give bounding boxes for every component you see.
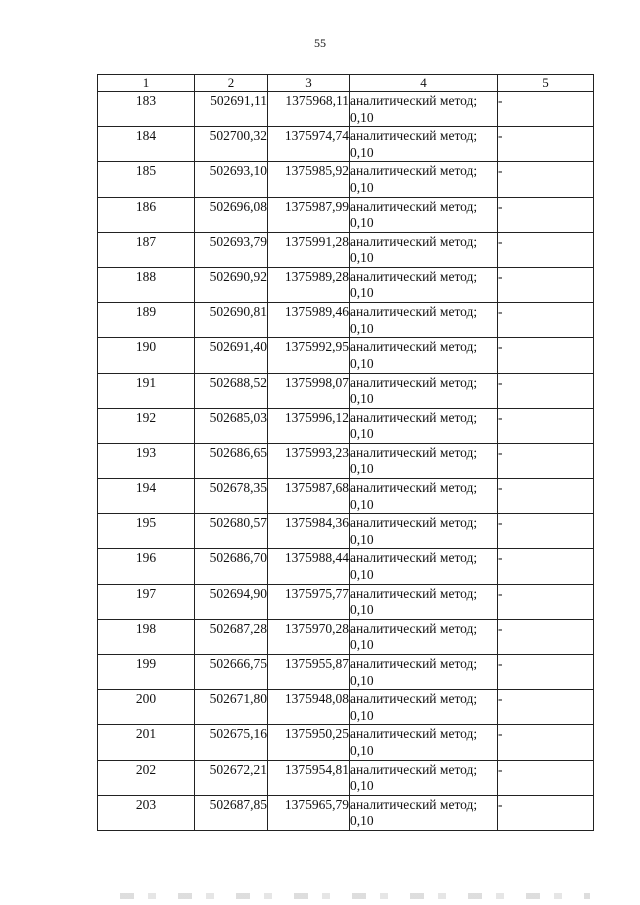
table-row xyxy=(98,197,594,232)
note-cell: - xyxy=(498,197,594,232)
x-coordinate-cell: 502680,57 xyxy=(195,514,268,549)
note-cell: - xyxy=(498,267,594,302)
method-cell: аналитический метод; 0,10 xyxy=(350,549,498,584)
method-cell: аналитический метод; 0,10 xyxy=(350,408,498,443)
table-row xyxy=(98,232,594,267)
method-cell: аналитический метод; 0,10 xyxy=(350,338,498,373)
method-cell: аналитический метод; 0,10 xyxy=(350,267,498,302)
note-cell: - xyxy=(498,232,594,267)
method-cell: аналитический метод; 0,10 xyxy=(350,479,498,514)
y-coordinate-cell: 1375985,92 xyxy=(268,162,350,197)
table-body xyxy=(98,92,594,831)
note-cell: - xyxy=(498,373,594,408)
table-row xyxy=(98,725,594,760)
point-number-cell: 197 xyxy=(98,584,195,619)
table-row xyxy=(98,479,594,514)
method-cell: аналитический метод; 0,10 xyxy=(350,795,498,830)
point-number-cell: 184 xyxy=(98,127,195,162)
y-coordinate-cell: 1375948,08 xyxy=(268,690,350,725)
x-coordinate-cell: 502691,11 xyxy=(195,92,268,127)
method-cell: аналитический метод; 0,10 xyxy=(350,92,498,127)
y-coordinate-cell: 1375984,36 xyxy=(268,514,350,549)
note-cell: - xyxy=(498,92,594,127)
table-row xyxy=(98,303,594,338)
y-coordinate-cell: 1375988,44 xyxy=(268,549,350,584)
y-coordinate-cell: 1375987,99 xyxy=(268,197,350,232)
method-cell: аналитический метод; 0,10 xyxy=(350,760,498,795)
x-coordinate-cell: 502693,10 xyxy=(195,162,268,197)
note-cell: - xyxy=(498,655,594,690)
y-coordinate-cell: 1375968,11 xyxy=(268,92,350,127)
point-number-cell: 191 xyxy=(98,373,195,408)
note-cell: - xyxy=(498,479,594,514)
scan-artifact xyxy=(120,893,590,899)
table-row xyxy=(98,514,594,549)
method-cell: аналитический метод; 0,10 xyxy=(350,690,498,725)
x-coordinate-cell: 502666,75 xyxy=(195,655,268,690)
note-cell: - xyxy=(498,127,594,162)
note-cell: - xyxy=(498,795,594,830)
y-coordinate-cell: 1375975,77 xyxy=(268,584,350,619)
column-header-3: 3 xyxy=(268,75,350,92)
point-number-cell: 201 xyxy=(98,725,195,760)
table-row xyxy=(98,549,594,584)
table-row xyxy=(98,373,594,408)
x-coordinate-cell: 502675,16 xyxy=(195,725,268,760)
point-number-cell: 203 xyxy=(98,795,195,830)
table-row xyxy=(98,655,594,690)
method-cell: аналитический метод; 0,10 xyxy=(350,619,498,654)
y-coordinate-cell: 1375954,81 xyxy=(268,760,350,795)
x-coordinate-cell: 502671,80 xyxy=(195,690,268,725)
point-number-cell: 194 xyxy=(98,479,195,514)
table-row xyxy=(98,127,594,162)
point-number-cell: 189 xyxy=(98,303,195,338)
x-coordinate-cell: 502687,28 xyxy=(195,619,268,654)
method-cell: аналитический метод; 0,10 xyxy=(350,725,498,760)
x-coordinate-cell: 502686,70 xyxy=(195,549,268,584)
point-number-cell: 193 xyxy=(98,443,195,478)
point-number-cell: 186 xyxy=(98,197,195,232)
method-cell: аналитический метод; 0,10 xyxy=(350,373,498,408)
x-coordinate-cell: 502694,90 xyxy=(195,584,268,619)
point-number-cell: 195 xyxy=(98,514,195,549)
y-coordinate-cell: 1375991,28 xyxy=(268,232,350,267)
x-coordinate-cell: 502691,40 xyxy=(195,338,268,373)
note-cell: - xyxy=(498,408,594,443)
x-coordinate-cell: 502672,21 xyxy=(195,760,268,795)
table-row xyxy=(98,267,594,302)
note-cell: - xyxy=(498,725,594,760)
method-cell: аналитический метод; 0,10 xyxy=(350,443,498,478)
x-coordinate-cell: 502690,81 xyxy=(195,303,268,338)
table-row xyxy=(98,690,594,725)
x-coordinate-cell: 502685,03 xyxy=(195,408,268,443)
method-cell: аналитический метод; 0,10 xyxy=(350,655,498,690)
point-number-cell: 187 xyxy=(98,232,195,267)
point-number-cell: 199 xyxy=(98,655,195,690)
table-row xyxy=(98,795,594,830)
method-cell: аналитический метод; 0,10 xyxy=(350,162,498,197)
note-cell: - xyxy=(498,514,594,549)
table-row xyxy=(98,443,594,478)
method-cell: аналитический метод; 0,10 xyxy=(350,584,498,619)
note-cell: - xyxy=(498,303,594,338)
column-header-4: 4 xyxy=(350,75,498,92)
point-number-cell: 185 xyxy=(98,162,195,197)
point-number-cell: 198 xyxy=(98,619,195,654)
method-cell: аналитический метод; 0,10 xyxy=(350,514,498,549)
column-header-1: 1 xyxy=(98,75,195,92)
note-cell: - xyxy=(498,760,594,795)
y-coordinate-cell: 1375993,23 xyxy=(268,443,350,478)
x-coordinate-cell: 502696,08 xyxy=(195,197,268,232)
table-row xyxy=(98,162,594,197)
y-coordinate-cell: 1375992,95 xyxy=(268,338,350,373)
note-cell: - xyxy=(498,690,594,725)
x-coordinate-cell: 502690,92 xyxy=(195,267,268,302)
point-number-cell: 196 xyxy=(98,549,195,584)
column-header-5: 5 xyxy=(498,75,594,92)
table-row xyxy=(98,584,594,619)
y-coordinate-cell: 1375965,79 xyxy=(268,795,350,830)
note-cell: - xyxy=(498,338,594,373)
point-number-cell: 190 xyxy=(98,338,195,373)
table-row xyxy=(98,760,594,795)
point-number-cell: 202 xyxy=(98,760,195,795)
table-row xyxy=(98,408,594,443)
y-coordinate-cell: 1375996,12 xyxy=(268,408,350,443)
table-row xyxy=(98,338,594,373)
x-coordinate-cell: 502693,79 xyxy=(195,232,268,267)
note-cell: - xyxy=(498,584,594,619)
point-number-cell: 188 xyxy=(98,267,195,302)
y-coordinate-cell: 1375974,74 xyxy=(268,127,350,162)
coordinates-table xyxy=(97,74,594,831)
x-coordinate-cell: 502687,85 xyxy=(195,795,268,830)
method-cell: аналитический метод; 0,10 xyxy=(350,303,498,338)
y-coordinate-cell: 1375950,25 xyxy=(268,725,350,760)
note-cell: - xyxy=(498,162,594,197)
point-number-cell: 192 xyxy=(98,408,195,443)
y-coordinate-cell: 1375989,46 xyxy=(268,303,350,338)
header-row xyxy=(98,75,594,92)
x-coordinate-cell: 502686,65 xyxy=(195,443,268,478)
point-number-cell: 200 xyxy=(98,690,195,725)
x-coordinate-cell: 502688,52 xyxy=(195,373,268,408)
page-number: 55 xyxy=(314,36,326,50)
method-cell: аналитический метод; 0,10 xyxy=(350,127,498,162)
x-coordinate-cell: 502700,32 xyxy=(195,127,268,162)
method-cell: аналитический метод; 0,10 xyxy=(350,232,498,267)
y-coordinate-cell: 1375987,68 xyxy=(268,479,350,514)
table-row xyxy=(98,619,594,654)
table-row xyxy=(98,92,594,127)
y-coordinate-cell: 1375955,87 xyxy=(268,655,350,690)
y-coordinate-cell: 1375998,07 xyxy=(268,373,350,408)
column-header-2: 2 xyxy=(195,75,268,92)
note-cell: - xyxy=(498,619,594,654)
method-cell: аналитический метод; 0,10 xyxy=(350,197,498,232)
note-cell: - xyxy=(498,443,594,478)
y-coordinate-cell: 1375970,28 xyxy=(268,619,350,654)
table-header xyxy=(98,75,594,92)
y-coordinate-cell: 1375989,28 xyxy=(268,267,350,302)
x-coordinate-cell: 502678,35 xyxy=(195,479,268,514)
point-number-cell: 183 xyxy=(98,92,195,127)
note-cell: - xyxy=(498,549,594,584)
